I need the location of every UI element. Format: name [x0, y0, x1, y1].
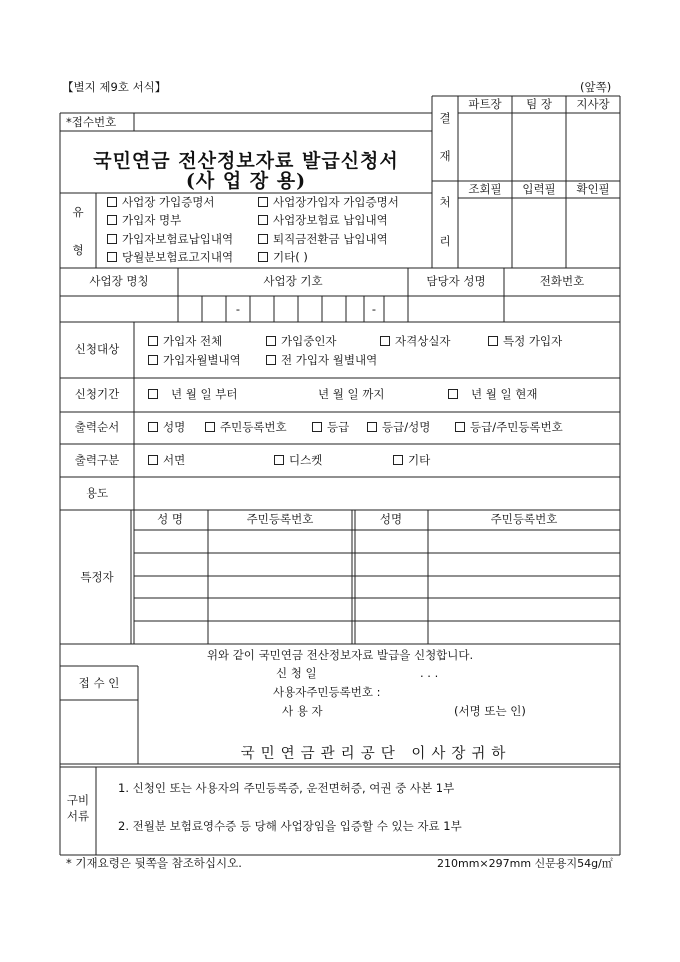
role-part-leader: 파트장: [468, 97, 502, 111]
checkbox-icon[interactable]: [266, 355, 276, 365]
paper-spec: 210mm×297mm 신문용지54g/㎡: [437, 857, 613, 870]
page-side-label: (앞쪽): [580, 80, 612, 94]
user-label: 사 용 자: [282, 704, 323, 718]
form-number: 【별지 제9호 서식】: [62, 80, 167, 94]
footer-note: * 기재요령은 뒷쪽을 참조하십시오.: [66, 856, 242, 870]
period-label: 신청기간: [74, 387, 120, 401]
specific-name-header: 성 명: [157, 512, 183, 526]
order-option-grade-name[interactable]: 등급/성명: [367, 422, 430, 434]
specific-name-header-2: 성명: [379, 512, 403, 526]
checkbox-icon[interactable]: [274, 455, 284, 465]
output-option-diskette[interactable]: 디스켓: [274, 455, 322, 467]
checkbox-icon[interactable]: [258, 234, 268, 244]
type-option-8[interactable]: 기타( ): [258, 252, 308, 264]
target-option-active[interactable]: 가입중인자: [266, 336, 337, 348]
checkbox-icon[interactable]: [258, 197, 268, 207]
specific-persons-label: 특정자: [80, 570, 114, 584]
approval-label-bottom: 재: [439, 149, 451, 163]
type-option-3[interactable]: 가입자 명부: [107, 215, 181, 227]
period-from[interactable]: 년 월 일 부터: [148, 389, 238, 401]
target-option-monthly[interactable]: 가입자월별내역: [148, 355, 241, 367]
checkbox-icon[interactable]: [367, 422, 377, 432]
type-label-bottom: 형: [72, 243, 84, 257]
checkbox-icon[interactable]: [205, 422, 215, 432]
type-option-6[interactable]: 퇴직금전환금 납입내역: [258, 234, 388, 246]
checkbox-icon[interactable]: [107, 234, 117, 244]
role-confirm: 확인필: [576, 182, 610, 196]
role-lookup: 조회필: [468, 182, 502, 196]
target-option-specific[interactable]: 특정 가입자: [488, 336, 562, 348]
type-option-7[interactable]: 당월분보험료고지내역: [107, 252, 233, 264]
output-type-label: 출력구분: [74, 453, 120, 467]
order-label: 출력순서: [74, 420, 120, 434]
approval-label-top: 결: [439, 111, 451, 125]
checkbox-icon[interactable]: [393, 455, 403, 465]
type-option-2[interactable]: 사업장가입자 가입증명서: [258, 197, 399, 209]
specific-rrn-header: 주민등록번호: [246, 512, 314, 526]
agency-addressee: 국민연금관리공단 이사장귀하: [240, 746, 512, 762]
receipt-number-label: *접수번호: [66, 115, 117, 129]
checkbox-icon[interactable]: [148, 355, 158, 365]
workplace-code-header: 사업장 기호: [263, 274, 323, 288]
checkbox-icon[interactable]: [312, 422, 322, 432]
period-current[interactable]: 년 월 일 현재: [448, 389, 538, 401]
target-label: 신청대상: [74, 342, 120, 356]
specific-rrn-header-2: 주민등록번호: [490, 512, 558, 526]
checkbox-icon[interactable]: [258, 252, 268, 262]
target-option-lost[interactable]: 자격상실자: [380, 336, 451, 348]
checkbox-icon[interactable]: [488, 336, 498, 346]
checkbox-icon[interactable]: [380, 336, 390, 346]
manager-name-header: 담당자 성명: [426, 274, 486, 288]
checkbox-icon[interactable]: [266, 336, 276, 346]
checkbox-icon[interactable]: [107, 215, 117, 225]
signature-label: (서명 또는 인): [454, 704, 526, 718]
documents-label-bottom: 서류: [66, 809, 90, 823]
processing-label-bottom: 리: [439, 234, 451, 248]
required-document-1: 1. 신청인 또는 사용자의 주민등록증, 운전면허증, 여권 중 사본 1부: [118, 781, 455, 795]
required-document-2: 2. 전월분 보험료영수증 등 당해 사업장임을 입증할 수 있는 자료 1부: [118, 819, 462, 833]
type-option-4[interactable]: 사업장보험료 납입내역: [258, 215, 388, 227]
application-date-value: . . .: [420, 666, 439, 680]
order-option-rrn[interactable]: 주민등록번호: [205, 422, 287, 434]
output-option-other[interactable]: 기타: [393, 455, 430, 467]
period-to: 년 월 일 까지: [318, 387, 385, 401]
user-rrn-label: 사용자주민등록번호 :: [273, 685, 381, 699]
role-input: 입력필: [522, 182, 556, 196]
output-option-paper[interactable]: 서면: [148, 455, 185, 467]
checkbox-icon[interactable]: [455, 422, 465, 432]
application-statement: 위와 같이 국민연금 전산정보자료 발급을 신청합니다.: [206, 648, 474, 662]
order-option-grade-rrn[interactable]: 등급/주민등록번호: [455, 422, 563, 434]
form-title: 국민연금 전산정보자료 발급신청서: [93, 150, 399, 172]
checkbox-icon[interactable]: [148, 455, 158, 465]
code-dash-2: -: [371, 302, 377, 316]
type-label-top: 유: [72, 205, 84, 219]
checkbox-icon[interactable]: [107, 197, 117, 207]
checkbox-icon[interactable]: [448, 389, 458, 399]
checkbox-icon[interactable]: [258, 215, 268, 225]
purpose-label: 용도: [85, 486, 109, 500]
role-team-leader: 팀 장: [526, 97, 552, 111]
type-option-5[interactable]: 가입자보험료납입내역: [107, 234, 233, 246]
role-branch-head: 지사장: [576, 97, 610, 111]
checkbox-icon[interactable]: [148, 422, 158, 432]
application-date-label: 신 청 일: [276, 666, 317, 680]
order-option-grade[interactable]: 등급: [312, 422, 349, 434]
workplace-name-header: 사업장 명칭: [89, 274, 149, 288]
target-option-all-monthly[interactable]: 전 가입자 월별내역: [266, 355, 377, 367]
target-option-all[interactable]: 가입자 전체: [148, 336, 222, 348]
checkbox-icon[interactable]: [148, 336, 158, 346]
checkbox-icon[interactable]: [148, 389, 158, 399]
phone-header: 전화번호: [539, 274, 585, 288]
code-dash-1: -: [235, 302, 241, 316]
processing-label-top: 처: [439, 195, 451, 209]
documents-label-top: 구비: [66, 793, 90, 807]
type-option-1[interactable]: 사업장 가입증명서: [107, 197, 215, 209]
order-option-name[interactable]: 성명: [148, 422, 185, 434]
checkbox-icon[interactable]: [107, 252, 117, 262]
receiver-label: 접 수 인: [78, 676, 120, 690]
form-subtitle: (사 업 장 용): [185, 170, 307, 192]
